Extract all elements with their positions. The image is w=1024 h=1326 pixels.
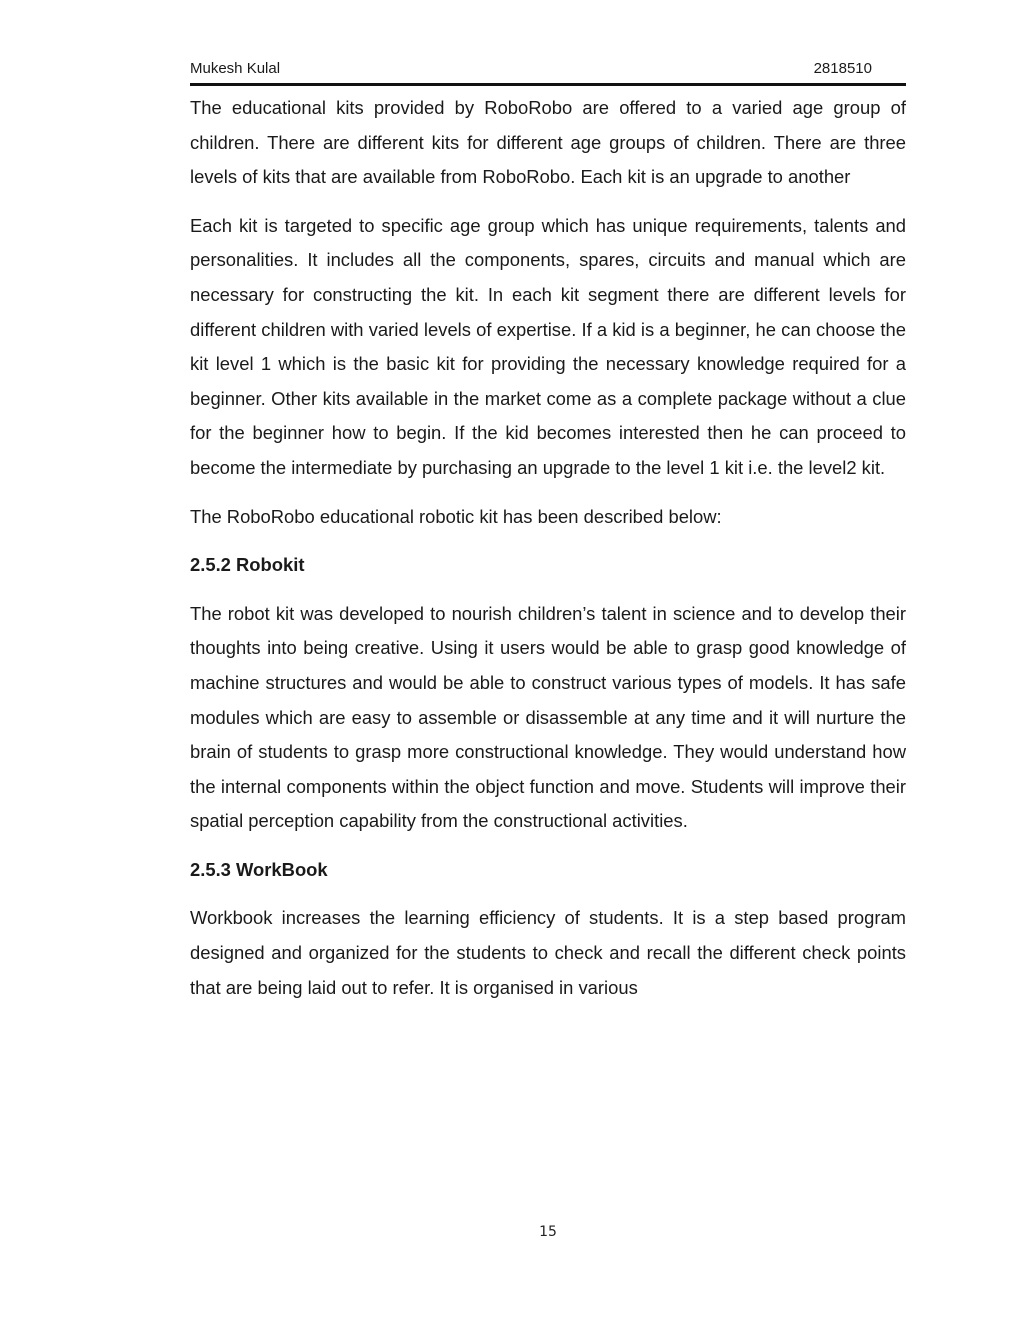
section-heading-robokit: 2.5.2 Robokit <box>190 554 305 576</box>
page-number: 15 <box>539 1224 557 1240</box>
paragraph-kit-intro: The RoboRobo educational robotic kit has been described below: <box>190 505 722 527</box>
document-body <box>190 91 906 1019</box>
section-heading-workbook: 2.5.3 WorkBook <box>190 858 328 880</box>
header-author: Mukesh Kulal <box>190 60 281 77</box>
paragraph-robokit: The robot kit was developed to nourish children’s talent in science and to develop their thoughts into being creative. Using it users would be able to grasp good knowledge of machine structures and would be able to construct various types of models. It has safe modules which are easy to assemble or disassemble at any time and it will nurture the brain of students to grasp more constructional knowledge. They would understand how the internal components within the object function and move. Students will improve their spatial perception capability from the constructional activities. <box>190 602 906 832</box>
header-divider <box>190 83 906 86</box>
header-student-id: 2818510 <box>813 60 872 77</box>
paragraph-kits-overview: The educational kits provided by RoboRobo are offered to a varied age group of children. There are different kits for different age groups of children. There are three levels of kits that are available from RoboRobo. Each kit is an upgrade to another <box>190 97 906 188</box>
paragraph-kit-levels: Each kit is targeted to specific age group which has unique requirements, talents and personalities. It includes all the components, spares, circuits and manual which are necessary for constructing the kit. In each kit segment there are different levels for different children with varied levels of expertise. If a kid is a beginner, he can choose the kit level 1 which is the basic kit for providing the necessary knowledge required for a beginner. Other kits available in the market come as a complete package without a clue for the beginner how to begin. If the kid becomes interested then he can proceed to become the intermediate by purchasing an upgrade to the level 1 kit i.e. the level2 kit. <box>190 214 906 478</box>
page-header <box>190 58 872 80</box>
paragraph-workbook: Workbook increases the learning efficiency of students. It is a step based program designed and organized for the students to check and recall the different check points that are being laid out to refer. It is organised in various <box>190 907 906 998</box>
